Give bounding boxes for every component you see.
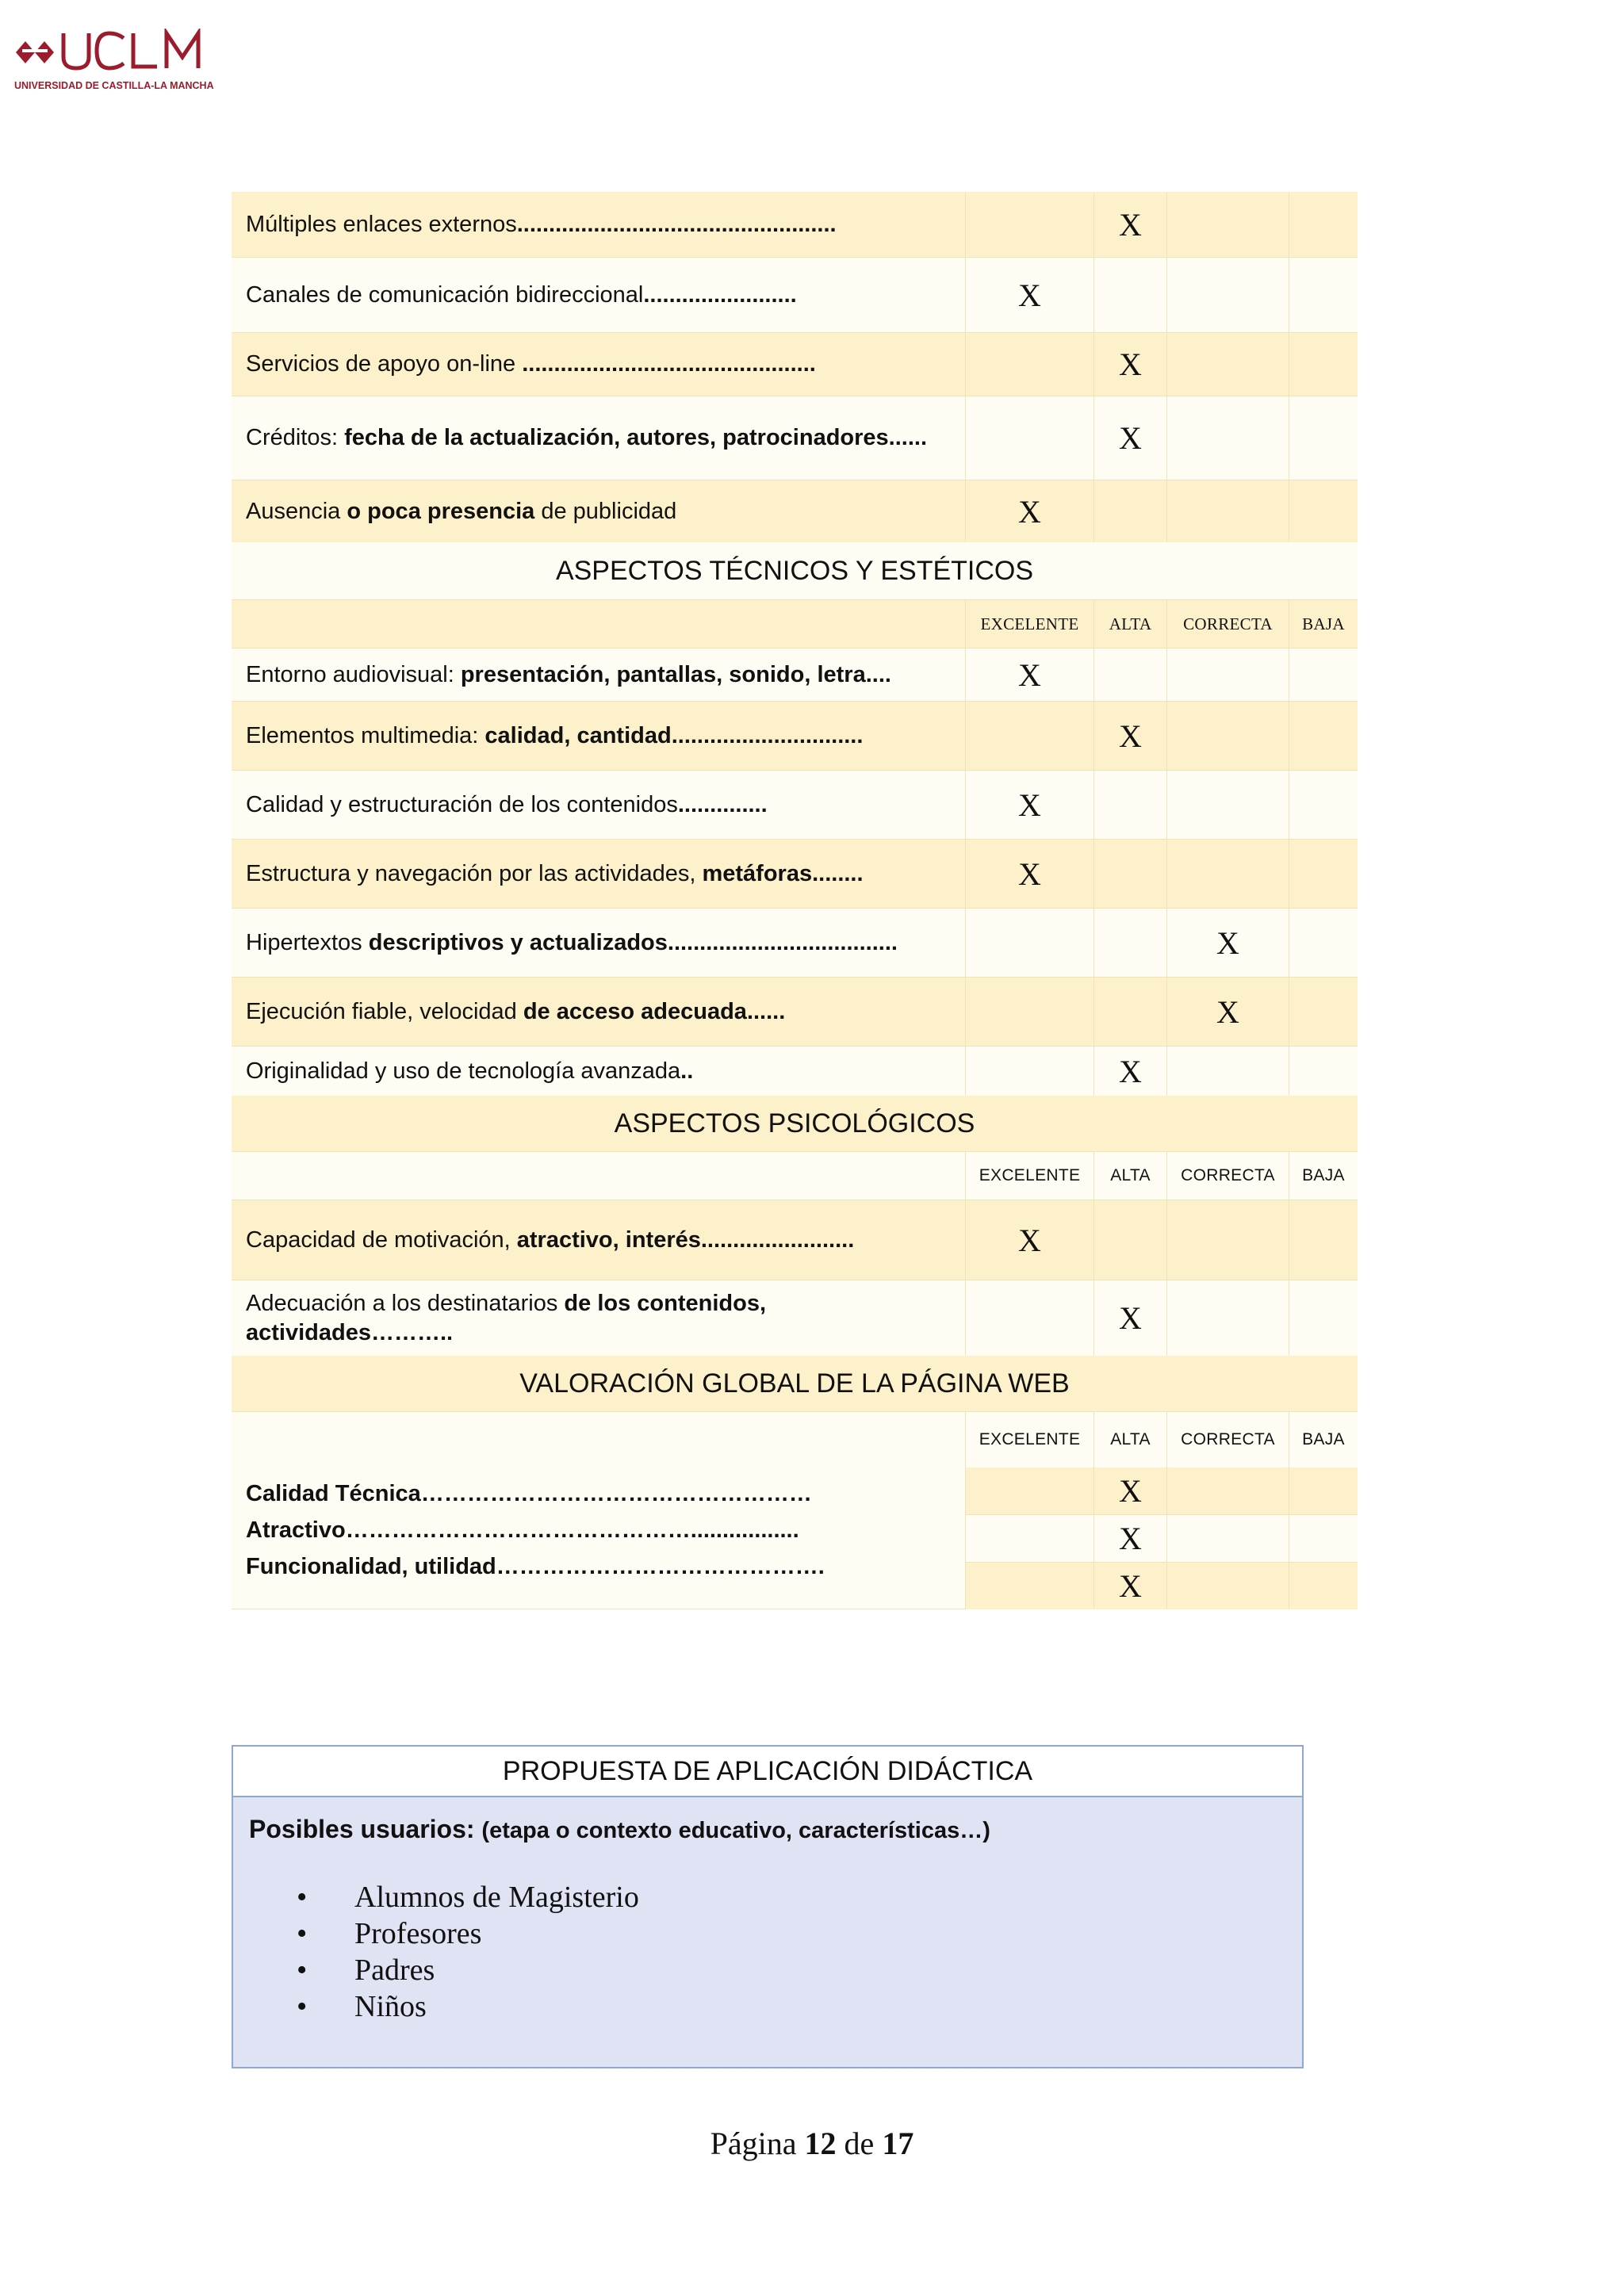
user-list-item [297, 1915, 1302, 1952]
rating-mark: X [1119, 1568, 1142, 1604]
footer-total: 17 [882, 2126, 914, 2161]
criteria-text-regular: Estructura y navegación por las actividades, [246, 860, 703, 886]
rating-cell-correcta [1166, 702, 1289, 770]
criteria-text-bold: de acceso adecuada [523, 998, 747, 1024]
rating-cell-excelente [965, 1047, 1094, 1096]
rating-mark: X [1018, 493, 1041, 530]
rating-cell-baja [1289, 192, 1358, 257]
bullet-icon: • [297, 1990, 308, 2023]
rating-cell-correcta [1166, 909, 1289, 977]
users-list [233, 1879, 1302, 2025]
criteria-text-regular: Créditos: [246, 425, 345, 450]
criteria-text-regular: Entorno audiovisual: [246, 661, 461, 687]
rating-cell-correcta [1166, 396, 1289, 480]
rating-mark: X [1018, 855, 1041, 892]
criteria-dots: ........................ [643, 281, 797, 308]
criteria-dots: ...... [746, 998, 786, 1024]
rating-mark: X [1119, 206, 1142, 243]
rating-cell-excelente [965, 1515, 1094, 1562]
criteria-text-bold: fecha de la actualización, autores, patrocinadores [344, 425, 889, 450]
criteria-text-bold: o poca presencia [347, 498, 535, 524]
criteria-text [246, 1057, 693, 1086]
rating-cell-excelente [965, 702, 1094, 770]
header-excelente: EXCELENTE [979, 1430, 1081, 1448]
criteria-text-bold: descriptivos y actualizados [368, 929, 668, 955]
rating-cell-baja [1289, 909, 1358, 977]
bullet-icon: • [297, 1881, 308, 1914]
rating-cell-excelente [965, 840, 1094, 908]
criteria-text-regular: Calidad y estructuración de los contenidos [246, 791, 678, 817]
rating-cell-alta [1094, 978, 1166, 1046]
rating-cell-correcta [1166, 978, 1289, 1046]
rating-cell-baja [1289, 978, 1358, 1046]
criteria-text-bold: presentación, pantallas, sonido, letra [460, 661, 866, 687]
section-title-text: ASPECTOS TÉCNICOS Y ESTÉTICOS [555, 555, 1034, 586]
rating-cell-excelente [965, 1563, 1094, 1609]
user-list-item [297, 1952, 1302, 1988]
bullet-icon: • [297, 1917, 308, 1950]
didactic-proposal-box [232, 1745, 1304, 2068]
criteria-dots: ……….. [370, 1319, 454, 1345]
rating-cell-excelente [965, 258, 1094, 332]
rating-mark: X [1018, 786, 1041, 823]
criteria-text-regular: Ejecución fiable, velocidad [246, 998, 523, 1024]
criteria-text [246, 210, 837, 239]
page-number [0, 2125, 1624, 2162]
criteria-row [232, 977, 1358, 1046]
rating-cell-correcta [1166, 258, 1289, 332]
rating-cell-excelente [965, 480, 1094, 542]
rating-mark: X [1119, 1053, 1142, 1089]
criteria-text-regular: Canales de comunicación bidireccional [246, 281, 644, 308]
rating-cell-baja [1289, 1468, 1358, 1514]
criteria-row [232, 770, 1358, 839]
criteria-row [232, 1200, 1358, 1280]
section-title-psychological [232, 1096, 1358, 1151]
criteria-label-cell [232, 649, 965, 701]
rating-cell-correcta [1166, 1468, 1289, 1514]
proposal-subtitle-note: (etapa o contexto educativo, características…) [481, 1818, 990, 1843]
criteria-row [232, 908, 1358, 977]
uclm-logo-graphic [14, 29, 268, 92]
rating-mark: X [1119, 1473, 1142, 1509]
rating-cell-baja [1289, 333, 1358, 396]
rating-cell-baja [1289, 1280, 1358, 1356]
footer-middle: de [836, 2126, 883, 2161]
criteria-text-bold: metáforas [702, 860, 813, 886]
criteria-text-regular-tail: de publicidad [534, 498, 677, 524]
rating-cell-baja [1289, 840, 1358, 908]
rating-cell-correcta [1166, 1563, 1289, 1609]
global-criteria-label [246, 1548, 944, 1585]
rating-cell-baja [1289, 258, 1358, 332]
section-title-text: ASPECTOS PSICOLÓGICOS [614, 1108, 975, 1138]
header-excelente: EXCELENTE [980, 614, 1079, 633]
rating-mark: X [1119, 1521, 1142, 1556]
criteria-text [246, 660, 891, 690]
criteria-label-cell [232, 1200, 965, 1280]
header-alta: ALTA [1110, 1166, 1151, 1184]
global-criteria-dots: ……………………………………. [496, 1554, 825, 1579]
section-3 [232, 1200, 1358, 1356]
rating-cell-alta [1094, 396, 1166, 480]
criteria-text-regular: Elementos multimedia: [246, 722, 485, 748]
criteria-text [246, 928, 898, 958]
rating-cell-correcta [1166, 1047, 1289, 1096]
proposal-title: PROPUESTA DE APLICACIÓN DIDÁCTICA [233, 1747, 1302, 1797]
criteria-label-cell [232, 480, 965, 542]
global-criteria-label [246, 1475, 944, 1512]
section-2 [232, 648, 1358, 1096]
global-rating-row [965, 1562, 1358, 1609]
rating-mark: X [1119, 346, 1142, 382]
user-label: Alumnos de Magisterio [354, 1881, 639, 1914]
rating-cell-correcta [1166, 771, 1289, 839]
criteria-text [246, 1289, 951, 1348]
global-criteria-label [246, 1512, 944, 1548]
criteria-text [246, 859, 864, 889]
rating-cell-excelente [965, 1200, 1094, 1280]
rating-cell-alta [1094, 1200, 1166, 1280]
criteria-label-cell [232, 192, 965, 257]
criteria-text-regular: Ausencia [246, 498, 347, 524]
criteria-text [246, 997, 785, 1027]
rating-cell-alta [1094, 649, 1166, 701]
rating-cell-alta [1094, 1563, 1166, 1609]
criteria-label-cell [232, 978, 965, 1046]
header-alta: ALTA [1109, 614, 1152, 633]
rating-cell-alta [1094, 840, 1166, 908]
criteria-text [246, 281, 797, 310]
rating-cell-alta [1094, 192, 1166, 257]
criteria-dots: .................................... [667, 929, 898, 955]
rating-cell-excelente [965, 396, 1094, 480]
criteria-label-cell [232, 702, 965, 770]
rating-mark: X [1119, 718, 1142, 754]
criteria-text [246, 721, 863, 751]
bullet-icon: • [297, 1954, 308, 1987]
criteria-row [232, 1280, 1358, 1356]
rating-mark: X [1216, 993, 1239, 1030]
criteria-label-cell [232, 909, 965, 977]
section-4 [232, 1468, 1358, 1609]
proposal-subtitle [233, 1797, 1302, 1844]
rating-cell-correcta [1166, 649, 1289, 701]
rating-mark: X [1216, 924, 1239, 961]
global-criteria-name: Calidad Técnica [246, 1481, 421, 1506]
rating-cell-alta [1094, 909, 1166, 977]
rating-cell-alta [1094, 702, 1166, 770]
criteria-label-cell [232, 333, 965, 396]
global-rating-row [965, 1514, 1358, 1562]
criteria-text-bold: de los contenidos, actividades [246, 1290, 767, 1345]
criteria-dots: .............. [677, 791, 768, 817]
section-title-global [232, 1356, 1358, 1411]
criteria-text-regular: Múltiples enlaces externos [246, 211, 517, 237]
rating-cell-excelente [965, 649, 1094, 701]
criteria-text-bold: calidad, cantidad [485, 722, 672, 748]
global-ratings-grid [965, 1468, 1358, 1609]
rating-cell-correcta [1166, 1280, 1289, 1356]
criteria-row [232, 701, 1358, 770]
criteria-row [232, 839, 1358, 908]
rating-cell-correcta [1166, 840, 1289, 908]
rating-cell-excelente [965, 333, 1094, 396]
rating-cell-alta [1094, 1047, 1166, 1096]
criteria-label-cell [232, 1280, 965, 1356]
criteria-dots: ...... [888, 425, 928, 450]
header-correcta: CORRECTA [1181, 1166, 1275, 1184]
rating-mark: X [1119, 1300, 1142, 1336]
rating-cell-alta [1094, 1515, 1166, 1562]
criteria-row [232, 648, 1358, 701]
user-list-item [297, 1879, 1302, 1915]
criteria-text-regular: Originalidad y uso de tecnología avanzada [246, 1058, 681, 1084]
proposal-subtitle-label: Posibles usuarios: [249, 1815, 475, 1843]
criteria-row [232, 192, 1358, 257]
criteria-text-regular: Adecuación a los destinatarios [246, 1290, 565, 1316]
footer-prefix: Página [710, 2126, 805, 2161]
rating-cell-baja [1289, 1047, 1358, 1096]
rating-cell-alta [1094, 771, 1166, 839]
rating-cell-baja [1289, 396, 1358, 480]
criteria-text-bold: atractivo, interés [516, 1226, 701, 1253]
criteria-row [232, 1046, 1358, 1096]
rating-cell-excelente [965, 1280, 1094, 1356]
shield-icon [16, 41, 54, 63]
criteria-dots: ........ [812, 860, 864, 886]
criteria-text [246, 423, 927, 453]
global-criteria-dots: …………………………………………… [420, 1481, 812, 1506]
criteria-text [246, 497, 676, 526]
header-alta: ALTA [1110, 1430, 1151, 1448]
section-1 [232, 192, 1358, 542]
header-correcta: CORRECTA [1181, 1430, 1275, 1448]
rating-cell-baja [1289, 1563, 1358, 1609]
header-baja: BAJA [1302, 614, 1345, 633]
criteria-text [246, 350, 816, 379]
rating-cell-alta [1094, 333, 1166, 396]
criteria-label-cell [232, 396, 965, 480]
rating-cell-baja [1289, 771, 1358, 839]
svg-text:UNIVERSIDAD DE CASTILLA-LA MAN: UNIVERSIDAD DE CASTILLA-LA MANCHA [14, 80, 214, 91]
section-title-technical [232, 542, 1358, 599]
rating-header-row [232, 1151, 1358, 1200]
rating-cell-correcta [1166, 1200, 1289, 1280]
criteria-text [246, 1226, 854, 1255]
rating-cell-excelente [965, 192, 1094, 257]
rating-cell-baja [1289, 702, 1358, 770]
rating-cell-excelente [965, 978, 1094, 1046]
criteria-dots: .. [680, 1058, 694, 1084]
rating-cell-alta [1094, 1280, 1166, 1356]
rating-cell-alta [1094, 480, 1166, 542]
criteria-text [246, 790, 768, 820]
rating-header-row [232, 1411, 1358, 1468]
rating-cell-excelente [965, 909, 1094, 977]
criteria-label-cell [232, 771, 965, 839]
criteria-label-cell [232, 840, 965, 908]
rating-cell-correcta [1166, 480, 1289, 542]
user-label: Profesores [354, 1917, 482, 1950]
criteria-text-regular: Capacidad de motivación, [246, 1226, 517, 1253]
global-rating-row [965, 1468, 1358, 1514]
criteria-dots: .... [865, 661, 891, 687]
user-label: Niños [354, 1990, 427, 2023]
rating-cell-excelente [965, 771, 1094, 839]
rating-cell-baja [1289, 649, 1358, 701]
header-excelente: EXCELENTE [979, 1166, 1081, 1184]
global-criteria-name: Funcionalidad, utilidad [246, 1554, 496, 1579]
criteria-dots: .................................................. [516, 211, 837, 237]
rating-cell-correcta [1166, 192, 1289, 257]
header-baja: BAJA [1302, 1430, 1345, 1448]
criteria-row [232, 332, 1358, 396]
university-logo [14, 29, 268, 92]
rating-cell-baja [1289, 1200, 1358, 1280]
section-title-text: VALORACIÓN GLOBAL DE LA PÁGINA WEB [519, 1368, 1070, 1399]
user-label: Padres [354, 1954, 435, 1987]
rating-cell-correcta [1166, 1515, 1289, 1562]
rating-cell-baja [1289, 480, 1358, 542]
rating-mark: X [1018, 1222, 1041, 1258]
rating-cell-correcta [1166, 333, 1289, 396]
rating-mark: X [1018, 277, 1041, 313]
user-list-item [297, 1988, 1302, 2025]
criteria-row [232, 480, 1358, 542]
rating-cell-alta [1094, 1468, 1166, 1514]
criteria-dots: .............................. [671, 722, 864, 748]
criteria-label-cell [232, 1047, 965, 1096]
header-correcta: CORRECTA [1183, 614, 1273, 633]
evaluation-table [232, 192, 1358, 1609]
global-criteria-name: Atractivo [246, 1517, 346, 1543]
criteria-label-cell [232, 258, 965, 332]
criteria-text-regular: Hipertextos [246, 929, 369, 955]
criteria-row [232, 257, 1358, 332]
criteria-row [232, 396, 1358, 480]
footer-page: 12 [804, 2126, 837, 2161]
criteria-dots: .............................................. [522, 351, 816, 377]
global-criteria-labels [246, 1475, 944, 1585]
criteria-dots: ........................ [700, 1226, 855, 1253]
rating-cell-excelente [965, 1468, 1094, 1514]
criteria-text-regular: Servicios de apoyo on-line [246, 351, 523, 377]
rating-cell-baja [1289, 1515, 1358, 1562]
rating-cell-alta [1094, 258, 1166, 332]
global-criteria-dots: ………………………………………................. [345, 1517, 799, 1543]
header-baja: BAJA [1302, 1166, 1345, 1184]
rating-mark: X [1018, 656, 1041, 693]
rating-header-row [232, 599, 1358, 648]
rating-mark: X [1119, 420, 1142, 456]
